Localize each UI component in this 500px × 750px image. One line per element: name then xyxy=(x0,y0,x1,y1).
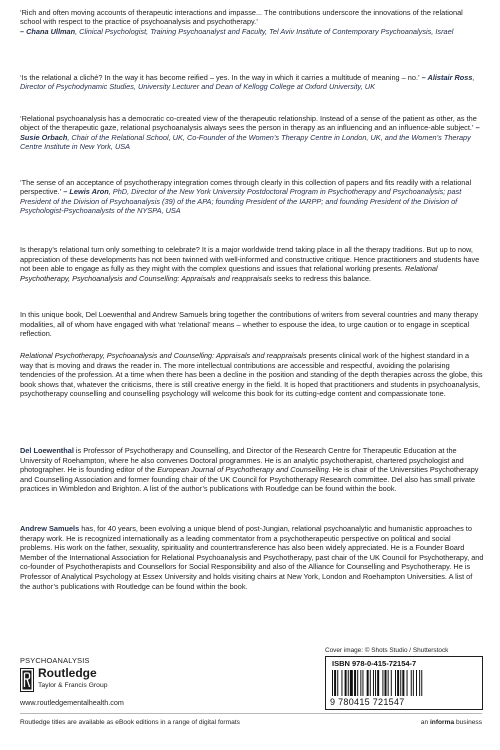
endorsement-dash: – xyxy=(419,73,428,82)
barcode-bar xyxy=(413,670,414,696)
cover-image-credit: Cover image: © Shots Studio / Shutterstock xyxy=(325,647,449,654)
endorser-role: , Clinical Psychologist, Training Psychoanalyst and Faculty, Tel Aviv Institute of Contemporary Psychoanalysis, Israel xyxy=(75,26,454,36)
endorsement-quote: ‘Relational psychoanalysis has a democratic co-created view of the therapeutic relationship. Instead of a sense of the patient as other, as the object of the therapeutic gaze, relational psychoanalysis always sees the person in therapy as an influencing and an influence-able subject.’ xyxy=(20,114,477,133)
informa-business xyxy=(421,719,482,726)
barcode-bar xyxy=(375,670,376,696)
publisher-group: Taylor & Francis Group xyxy=(38,682,108,689)
informa-brand: informa xyxy=(429,719,455,726)
paragraph-text: presents clinical work of the highest standard in a way that is moving and draws the reader in. The more intellectual contributions are accessible and respectful, avoiding the polarising tendencies of the profession. At a time when there has been a decline in the position and standing of the depth therapies across the globe, this book shows that, whatever the criticisms, there is still creative energy in the field. It is hoped that practitioners and students in psychoanalysis, psychotherapy counselling and counselling psychology will welcome this book for its cutting-edge content and compassionate tone. xyxy=(20,351,483,399)
endorser-role: , PhD, Director of the New York University Postdoctoral Program in Psychotherapy and Psychoanalysis; past President of the Division of Psychoanalysis (39) of the APA; founding President of the IARPP; and founding President of the Division of Psychologist-Psychoanalysts of the NYSPA, USA xyxy=(20,187,462,216)
barcode-bar xyxy=(411,670,412,696)
endorser-name: Lewis Aron xyxy=(69,187,109,197)
endorser-name: Alistair Ross xyxy=(427,73,473,82)
author-name: Del Loewenthal xyxy=(20,446,74,455)
barcode-bar xyxy=(362,670,363,696)
author-bio-samuels xyxy=(20,524,484,591)
barcode-bar xyxy=(397,670,399,696)
barcode-bar xyxy=(416,670,417,696)
paragraph-text: In this unique book, Del Loewenthal and Andrew Samuels bring together the contributions of writers from several countries and many therapy modalities, all of whom have engaged with what ‘relational’ means – whether to espouse the idea, to urge caution or to engage in sceptical reflection. xyxy=(20,310,479,339)
footer-divider xyxy=(20,713,482,714)
isbn-number: ISBN 978-0-415-72154-7 xyxy=(332,659,417,668)
barcode-bar xyxy=(334,670,336,696)
barcode-bar xyxy=(348,670,349,696)
category-label: PSYCHOANALYSIS xyxy=(20,656,90,665)
bio-text: is Professor of Psychotherapy and Counselling, and Director of the Research Centre for Therapeutic Education at the University of Roehampton, where he also convenes Doctoral programmes. He is an analytic psychotherapist, chartered psychologist and photographer. He is founding editor of the xyxy=(20,446,464,475)
barcode-bar xyxy=(419,670,420,696)
bio-text: has, for 40 years, been evolving a unique blend of post-Jungian, relational psychoanalytic and humanistic approaches to therapy work. He is recognized internationally as a leading commentator from a psychotherapeutic perspective on political and social problems. His work on the father, sexuality, spirituality and countertransference has also been widely appreciated. He is a Founder Board Member of the International Association for Relational Psychoanalysis and Psychotherapy, past chair of the UK Council for Psychotherapy, and co-founder of Psychotherapists and Counsellors for Social Responsibility and also of the Alliance for Counselling and Psychotherapy. He is Professor of Analytical Psychology at Essex University and holds visiting chairs at New York, London and Roehampton Universities. A list of the author’s publications with Routledge can be found within the book. xyxy=(20,524,484,591)
barcode-bar xyxy=(337,670,338,696)
endorsement-ross xyxy=(20,73,482,92)
endorser-name: Susie Orbach xyxy=(20,132,68,142)
bio-tail: . He is chair of the Universities Psychotherapy and Counselling Association and former founding chair of the UK Council for Psychotherapy Research committee. Del also has small private practices in Wimbledon and Brighton. A list of the author’s publications with Routledge can be found within the book. xyxy=(20,465,479,494)
routledge-logo-icon xyxy=(20,668,34,692)
barcode-bar xyxy=(350,670,353,696)
barcode-bar xyxy=(367,670,369,696)
barcode-bar xyxy=(373,670,374,696)
endorsement-dash: – xyxy=(20,26,27,36)
barcode-bar xyxy=(388,670,389,696)
endorser-role: , Director of Psychodynamic Studies, University Lecturer and Dean of Kellogg College at Oxford University, UK xyxy=(20,73,475,92)
author-name: Andrew Samuels xyxy=(20,524,80,533)
endorsement-quote: ‘The sense of an acceptance of psychotherapy integration comes through clearly in this collection of papers and fits readily with a relational perspective.’ xyxy=(20,178,472,197)
author-bio-loewenthal xyxy=(20,446,484,494)
barcode-bar xyxy=(360,670,361,696)
barcode-bar xyxy=(407,670,408,696)
barcode-graphic xyxy=(330,670,478,696)
endorsement-ullman xyxy=(20,8,482,36)
barcode-bar xyxy=(385,670,387,696)
barcode-bar xyxy=(345,670,347,696)
barcode-bar xyxy=(402,670,404,696)
endorsement-quote: ‘Rich and often moving accounts of therapeutic interactions and impasse... The contributions underscore the innovations of the relational school with respect to the practice of psychoanalysis and psychotherapy.’ xyxy=(20,8,463,27)
barcode-bar xyxy=(377,670,379,696)
publisher-website-link[interactable]: www.routledgementalhealth.com xyxy=(20,698,124,707)
description-paragraph-3 xyxy=(20,351,484,399)
paragraph-tail: seeks to redress this balance. xyxy=(271,273,372,283)
barcode-bar xyxy=(370,670,371,696)
barcode-bar xyxy=(391,670,392,696)
book-title: Relational Psychotherapy, Psychoanalysis and Counselling: Appraisals and reappraisals xyxy=(20,264,438,283)
book-title: Relational Psychotherapy, Psychoanalysis and Counselling: Appraisals and reappraisals xyxy=(20,351,307,360)
barcode-bar xyxy=(400,670,401,696)
barcode-bar xyxy=(341,670,342,696)
endorsement-orbach xyxy=(20,114,482,152)
endorsement-dash: – xyxy=(473,123,480,133)
endorsement-aron xyxy=(20,178,482,216)
barcode-bar xyxy=(382,670,383,696)
barcode-bar xyxy=(357,670,358,696)
journal-title: European Journal of Psychotherapy and Counselling xyxy=(157,465,329,475)
endorsement-quote: ‘Is the relational a cliché? In the way it has become reified – yes. In the way in which it carries a multitude of meaning – no.’ xyxy=(20,73,420,82)
ebook-note: Routledge titles are available as eBook editions in a range of digital formats xyxy=(20,719,240,726)
barcode-bar xyxy=(332,670,333,696)
barcode-bar xyxy=(395,670,396,696)
endorser-name: Chana Ullman xyxy=(26,26,76,36)
barcode-bar xyxy=(421,670,422,696)
barcode-digits: 9 780415 721547 xyxy=(330,697,405,707)
paragraph-text: Is therapy’s relational turn only something to celebrate? It is a major worldwide trend taking place in all the therapy traditions. But up to now, appreciation of these developments has not been twinned with well-informed and constructive critique. Hence practitioners and students have not been able to engage as fully as they might with the complex questions and issues that relational working presents. xyxy=(20,245,480,274)
description-paragraph-1 xyxy=(20,245,484,283)
endorser-role: , Chair of the Relational School, UK, Co-Founder of the Women’s Therapy Centre in London, UK, and the Women’s Therapy Centre Institute in New York, USA xyxy=(20,132,471,152)
barcode-panel xyxy=(325,656,483,710)
description-paragraph-2 xyxy=(20,310,484,339)
informa-suffix: business xyxy=(454,719,482,726)
endorsement-dash: – xyxy=(61,187,70,197)
barcode-bar xyxy=(354,670,356,696)
informa-prefix: an xyxy=(420,719,430,726)
publisher-name: Routledge xyxy=(38,666,97,680)
